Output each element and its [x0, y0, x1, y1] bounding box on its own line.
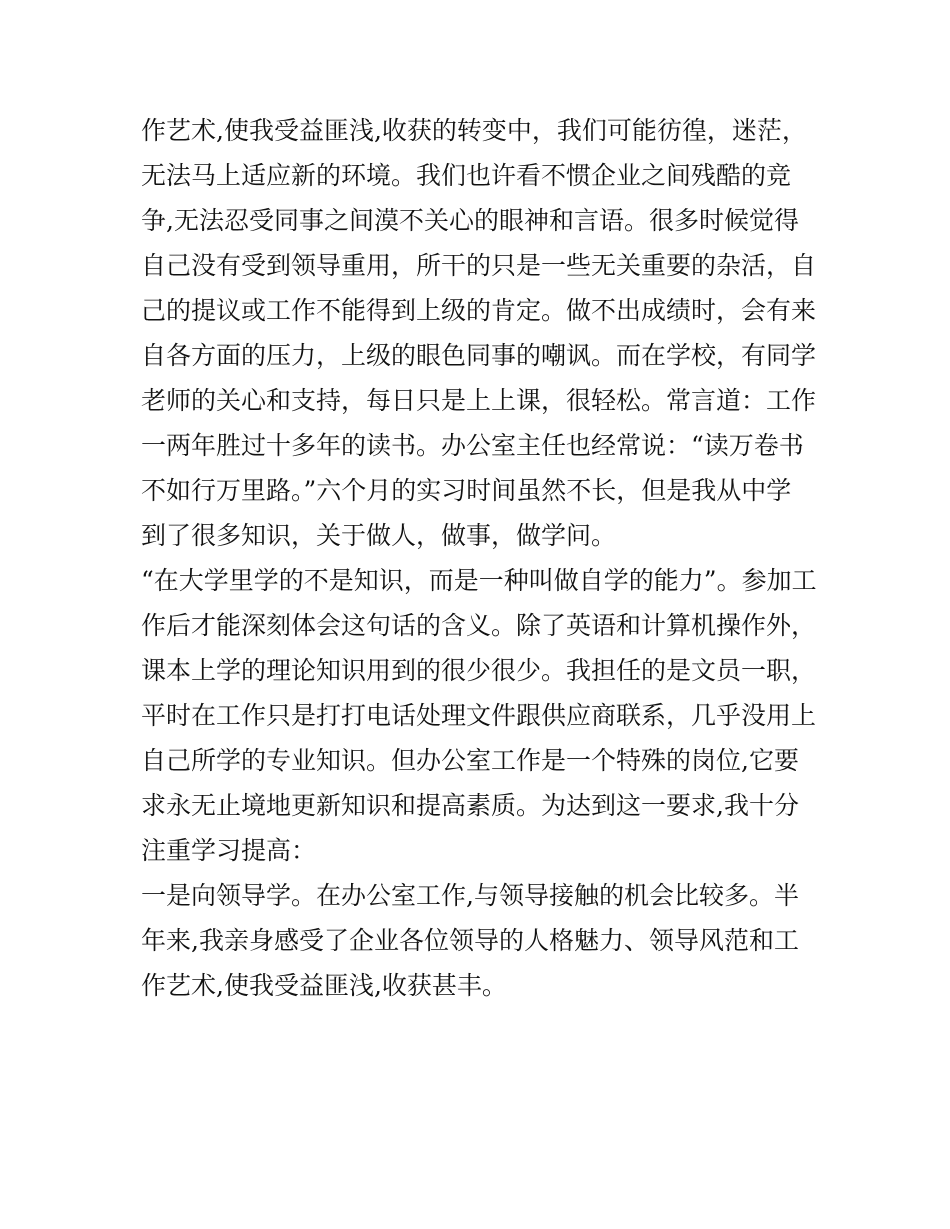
text-line: 一是向领导学。在办公室工作,与领导接触的机会比较多。半 [141, 881, 799, 910]
text-line: 自己没有受到领导重用，所干的只是一些无关重要的杂活，自 [141, 251, 817, 280]
text-line: 年来,我亲身感受了企业各位领导的人格魅力、领导风范和工 [141, 926, 799, 955]
text-line: 平时在工作只是打打电话处理文件跟供应商联系，几乎没用上 [141, 701, 817, 730]
text-line: 老师的关心和支持，每日只是上上课，很轻松。常言道：工作 [141, 386, 817, 415]
text-line: 求永无止境地更新知识和提高素质。为达到这一要求,我十分 [141, 791, 799, 820]
text-line: 己的提议或工作不能得到上级的肯定。做不出成绩时，会有来 [141, 296, 817, 325]
text-line: 争,无法忍受同事之间漠不关心的眼神和言语。很多时候觉得 [141, 206, 799, 235]
text-line: “在大学里学的不是知识，而是一种叫做自学的能力”。参加工 [141, 566, 817, 595]
text-line: 无法马上适应新的环境。我们也许看不惯企业之间残酷的竞 [141, 161, 792, 190]
text-line: 自各方面的压力，上级的眼色同事的嘲讽。而在学校，有同学 [141, 341, 817, 370]
text-line: 课本上学的理论知识用到的很少很少。我担任的是文员一职， [141, 656, 817, 685]
text-line: 作艺术,使我受益匪浅,收获的转变中，我们可能彷徨，迷茫， [141, 116, 807, 145]
text-line: 不如行万里路。”六个月的实习时间虽然不长，但是我从中学 [141, 476, 792, 505]
text-line: 注重学习提高： [141, 836, 317, 865]
text-line: 到了很多知识，关于做人，做事，做学问。 [141, 521, 617, 550]
text-line: 作艺术,使我受益匪浅,收获甚丰。 [141, 971, 507, 1000]
document-body [141, 108, 821, 1008]
text-line: 自己所学的专业知识。但办公室工作是一个特殊的岗位,它要 [141, 746, 799, 775]
text-line: 一两年胜过十多年的读书。办公室主任也经常说：“读万卷书 [141, 431, 804, 460]
text-line: 作后才能深刻体会这句话的含义。除了英语和计算机操作外， [141, 611, 817, 640]
